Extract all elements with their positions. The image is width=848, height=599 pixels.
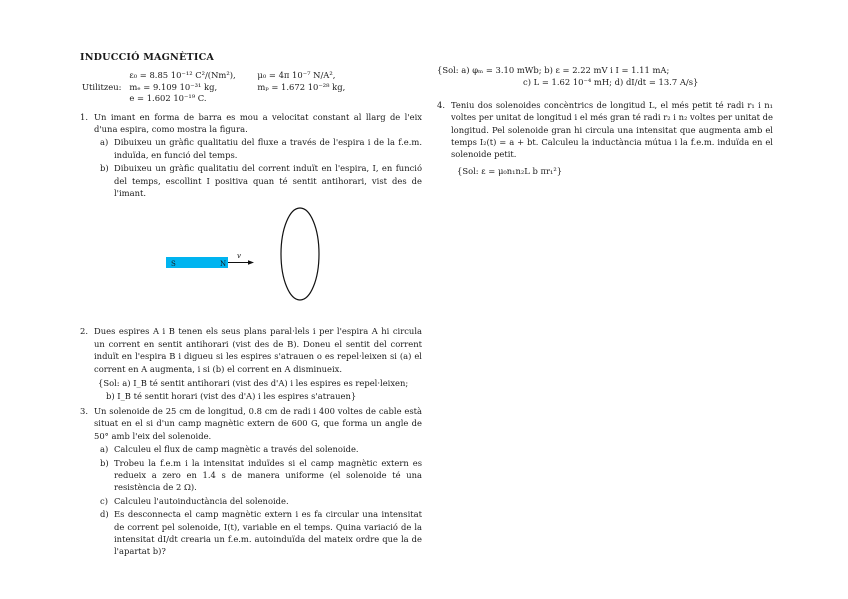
solution-3: [437, 64, 773, 89]
solution-line: b) I_B té sentit horari (vist des d'A) i les espires s'atrauen}: [106, 390, 357, 401]
problem-number: 4.: [437, 99, 445, 110]
constant-e: e = 1.602 10⁻¹⁹ C.: [129, 93, 207, 104]
subquestion-letter: b): [100, 457, 109, 468]
subquestion-text: Dibuixeu un gràfic qualitatiu del corrent induït en l'espira, I, en funció del temps, escollint I positiva quan té sentit antihorari, vist des de l'imant.: [114, 163, 422, 199]
subquestion-letter: d): [100, 509, 109, 520]
wire-loop: [281, 208, 319, 300]
subquestion-text: Calculeu el flux de camp magnètic a través del solenoide.: [114, 444, 359, 455]
solution-4: {Sol: ε = μ₀n₁n₂L b πr₁²}: [457, 165, 563, 176]
velocity-arrowhead: [248, 261, 254, 266]
problem-number: 3.: [80, 405, 88, 416]
subquestion-text: Es desconnecta el camp magnètic extern i es fa circular una intensitat de corrent pel solenoide, I(t), variable en el temps. Quina variació de la intensitat dI/dt crearia un f.e.m. autoinduïda del mateix ordre que la de l'apartat b)?: [114, 509, 422, 557]
subquestion-3d: [94, 508, 422, 558]
subquestion-letter: a): [100, 444, 109, 455]
subquestion-letter: a): [100, 137, 109, 148]
solution-line: c) L = 1.62 10⁻⁴ mH; d) dI/dt = 13.7 A/s}: [523, 77, 699, 88]
right-column: [437, 64, 773, 179]
magnet-pole-s: S: [171, 260, 176, 269]
problem-number: 2.: [80, 326, 88, 337]
velocity-label: v: [237, 252, 241, 261]
magnet-pole-n: N: [220, 260, 227, 269]
subquestion-text: Calculeu l'autoinductància del solenoide.: [114, 495, 289, 506]
problem-3: [80, 405, 422, 558]
constant-eps0: ε₀ = 8.85 10⁻¹² C²/(Nm²),: [129, 70, 236, 81]
subquestion-3a: [94, 443, 422, 455]
problem-text: Un solenoide de 25 cm de longitud, 0.8 cm de radi i 400 voltes de cable està situat en el si d'un camp magnètic extern de 600 G, que forma un angle de 50° amb l'eix del solenoide.: [94, 405, 422, 441]
problem-1: [80, 111, 422, 200]
subquestion-3b: [94, 457, 422, 494]
subquestion-text: Dibuixeu un gràfic qualitatiu del fluxe a través de l'espira i de la f.e.m. induïda, en funció del temps.: [114, 137, 422, 160]
problem-text: Dues espires A i B tenen els seus plans paral·lels i per l'espira A hi circula un corrent en sentit antihorari (vist des de B). Doneu el sentit del corrent induït en l'espira B i digueu si les espires s'atrauen o es repel·leixen si (a) el corrent en A augmenta, i si (b) el corrent en A disminueix.: [94, 326, 422, 374]
left-column: [80, 52, 422, 560]
subquestion-3c: [94, 495, 422, 507]
problem-text: Teniu dos solenoides concèntrics de longitud L, el més petit té radi r₁ i n₁ voltes per unitat de longitud i el més gran té radi r₂ i n₂ voltes per unitat de longitud. Pel solenoide gran hi circula una intensitat que augmenta amb el temps I₂(t) = a + bt. Calculeu la inductància mútua i la f.e.m. induïda en el solenoide petit.: [451, 99, 773, 160]
problem-2: [80, 325, 422, 401]
subquestion-1b: [94, 162, 422, 199]
solution-line: {Sol: a) φₘ = 3.10 mWb; b) ε = 2.22 mV i I = 1.11 mA;: [437, 65, 670, 75]
constant-empty: [257, 93, 377, 104]
subquestion-1a: [94, 136, 422, 161]
subquestion-text: Trobeu la f.e.m i la intensitat induïdes si el camp magnètic extern es redueix a zero en 1.4 s de manera uniforme (el solenoide té una resistència de 2 Ω).: [114, 457, 422, 493]
constants-block: [82, 70, 422, 104]
solution-2: [94, 377, 422, 402]
constant-mu0: μ₀ = 4π 10⁻⁷ N/A²,: [257, 70, 336, 81]
problem-4: [437, 99, 773, 177]
constant-mp: mₚ = 1.672 10⁻²⁸ kg,: [257, 81, 346, 92]
figure-svg: [80, 207, 422, 319]
constants-grid: [129, 70, 377, 104]
magnet-loop-figure: [80, 207, 422, 319]
constants-label: Utilitzeu:: [82, 82, 122, 93]
page-title: INDUCCIÓ MAGNÈTICA: [80, 52, 215, 63]
problem-number: 1.: [80, 111, 88, 122]
solution-line: {Sol: a) I_B té sentit antihorari (vist des d'A) i les espires es repel·leixen;: [98, 378, 409, 389]
problem-text: Un imant en forma de barra es mou a velocitat constant al llarg de l'eix d'una espira, como mostra la figura.: [94, 111, 422, 135]
subquestion-letter: b): [100, 163, 109, 174]
subquestion-letter: c): [100, 495, 108, 506]
constant-me: mₑ = 9.109 10⁻³¹ kg,: [129, 81, 218, 92]
